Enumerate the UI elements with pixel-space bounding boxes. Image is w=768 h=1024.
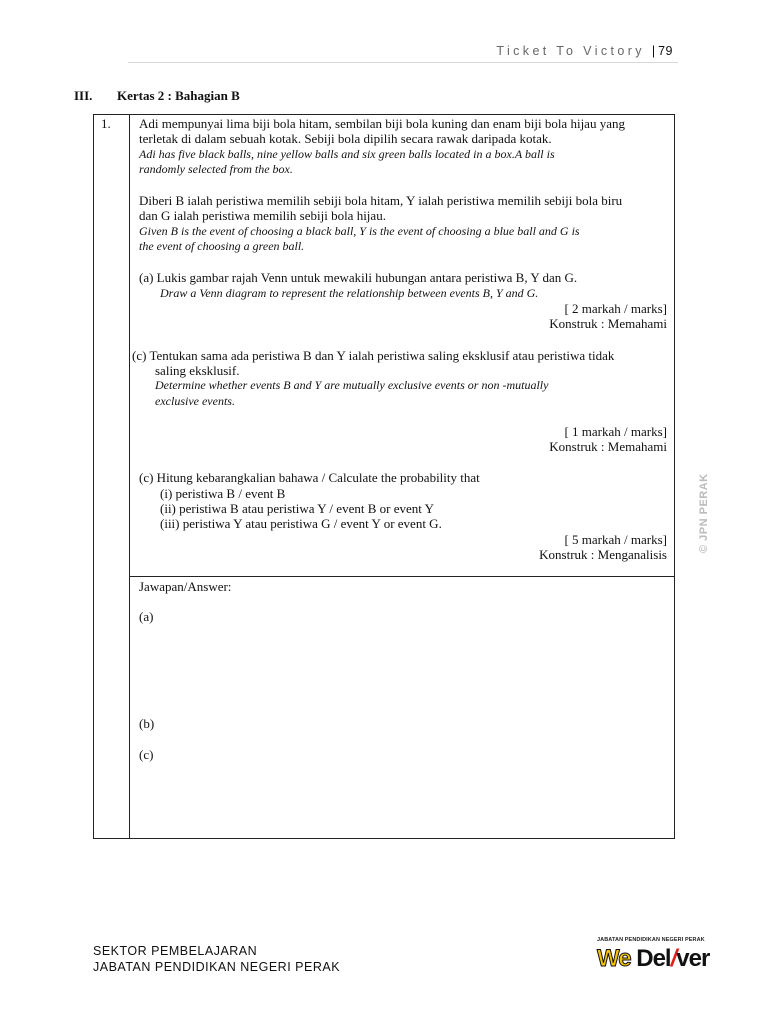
- part-b-en-line-1: Determine whether events B and Y are mutually exclusive events or non -mutually: [155, 378, 549, 392]
- given-en-line-2: the event of choosing a green ball.: [139, 239, 305, 253]
- table-column-divider: [129, 115, 130, 838]
- intro-ms-line-1: Adi mempunyai lima biji bola hitam, sembilan biji bola kuning dan enam biji bola hijau yang: [139, 116, 625, 131]
- question-table: [93, 114, 675, 839]
- section-title: [74, 88, 240, 104]
- question-number: 1.: [101, 116, 111, 131]
- section-roman: III.: [74, 88, 93, 103]
- part-c-item-i: (i) peristiwa B / event B: [160, 486, 286, 501]
- footer-text: [93, 943, 340, 975]
- table-row-divider: [129, 576, 674, 577]
- footer-line-1: SEKTOR PEMBELAJARAN: [93, 944, 258, 958]
- part-c-construct: Konstruk : Menganalisis: [539, 547, 667, 562]
- part-c-item-iii: (iii) peristiwa Y atau peristiwa G / event Y or event G.: [160, 516, 442, 531]
- given-ms-line-1: Diberi B ialah peristiwa memilih sebiji bola hitam, Y ialah peristiwa memilih sebiji bola biru: [139, 193, 623, 208]
- part-b-construct: Konstruk : Memahami: [549, 439, 667, 454]
- logo-tagline: JABATAN PENDIDIKAN NEGERI PERAK: [597, 937, 705, 943]
- footer-line-2: JABATAN PENDIDIKAN NEGERI PERAK: [93, 960, 341, 974]
- part-c-marks: [ 5 markah / marks]: [564, 532, 667, 547]
- intro-en-line-2: randomly selected from the box.: [139, 162, 293, 176]
- answer-part-c: (c): [139, 747, 154, 762]
- header-title-text: Ticket To Victory: [496, 44, 645, 58]
- part-a-marks: [ 2 markah / marks]: [564, 301, 667, 316]
- header-rule: [128, 62, 678, 63]
- page-number: 79: [658, 44, 673, 58]
- header-title: [496, 44, 673, 58]
- answer-label: Jawapan/Answer:: [139, 579, 232, 594]
- header-separator: |: [651, 44, 656, 58]
- answer-part-a: (a): [139, 609, 154, 624]
- part-b-marks: [ 1 markah / marks]: [564, 424, 667, 439]
- part-c-item-ii: (ii) peristiwa B atau peristiwa Y / event B or event Y: [160, 501, 435, 516]
- intro-en-line-1: Adi has five black balls, nine yellow balls and six green balls located in a box.A ball is: [139, 147, 555, 161]
- logo-del: Del: [636, 945, 671, 972]
- given-en-line-1: Given B is the event of choosing a black ball, Y is the event of choosing a blue ball and G is: [139, 224, 580, 238]
- part-a-en: Draw a Venn diagram to represent the relationship between events B, Y and G.: [160, 286, 539, 300]
- logo-we: We: [597, 945, 631, 972]
- section-name: Kertas 2 : Bahagian B: [117, 88, 240, 103]
- part-c-intro: (c) Hitung kebarangkalian bahawa / Calculate the probability that: [139, 470, 480, 485]
- logo-ver: ver: [676, 945, 710, 972]
- logo-slash: /: [670, 945, 677, 972]
- intro-ms-line-2: terletak di dalam sebuah kotak. Sebiji bola dipilih secara rawak daripada kotak.: [139, 131, 552, 146]
- answer-part-b: (b): [139, 716, 155, 731]
- we-deliver-logo: [597, 937, 733, 977]
- part-b-ms-line-1: (c) Tentukan sama ada peristiwa B dan Y ialah peristiwa saling eksklusif atau peristiwa tidak: [132, 348, 615, 363]
- given-ms-line-2: dan G ialah peristiwa memilih sebiji bola hijau.: [139, 208, 386, 223]
- part-b-ms-line-2: saling eksklusif.: [155, 363, 240, 378]
- logo-wordmark: [597, 945, 709, 973]
- copyright-watermark: © JPN PERAK: [698, 473, 710, 553]
- part-b-en-line-2: exclusive events.: [155, 394, 235, 408]
- part-a-construct: Konstruk : Memahami: [549, 316, 667, 331]
- part-a-ms: (a) Lukis gambar rajah Venn untuk mewakili hubungan antara peristiwa B, Y dan G.: [139, 270, 578, 285]
